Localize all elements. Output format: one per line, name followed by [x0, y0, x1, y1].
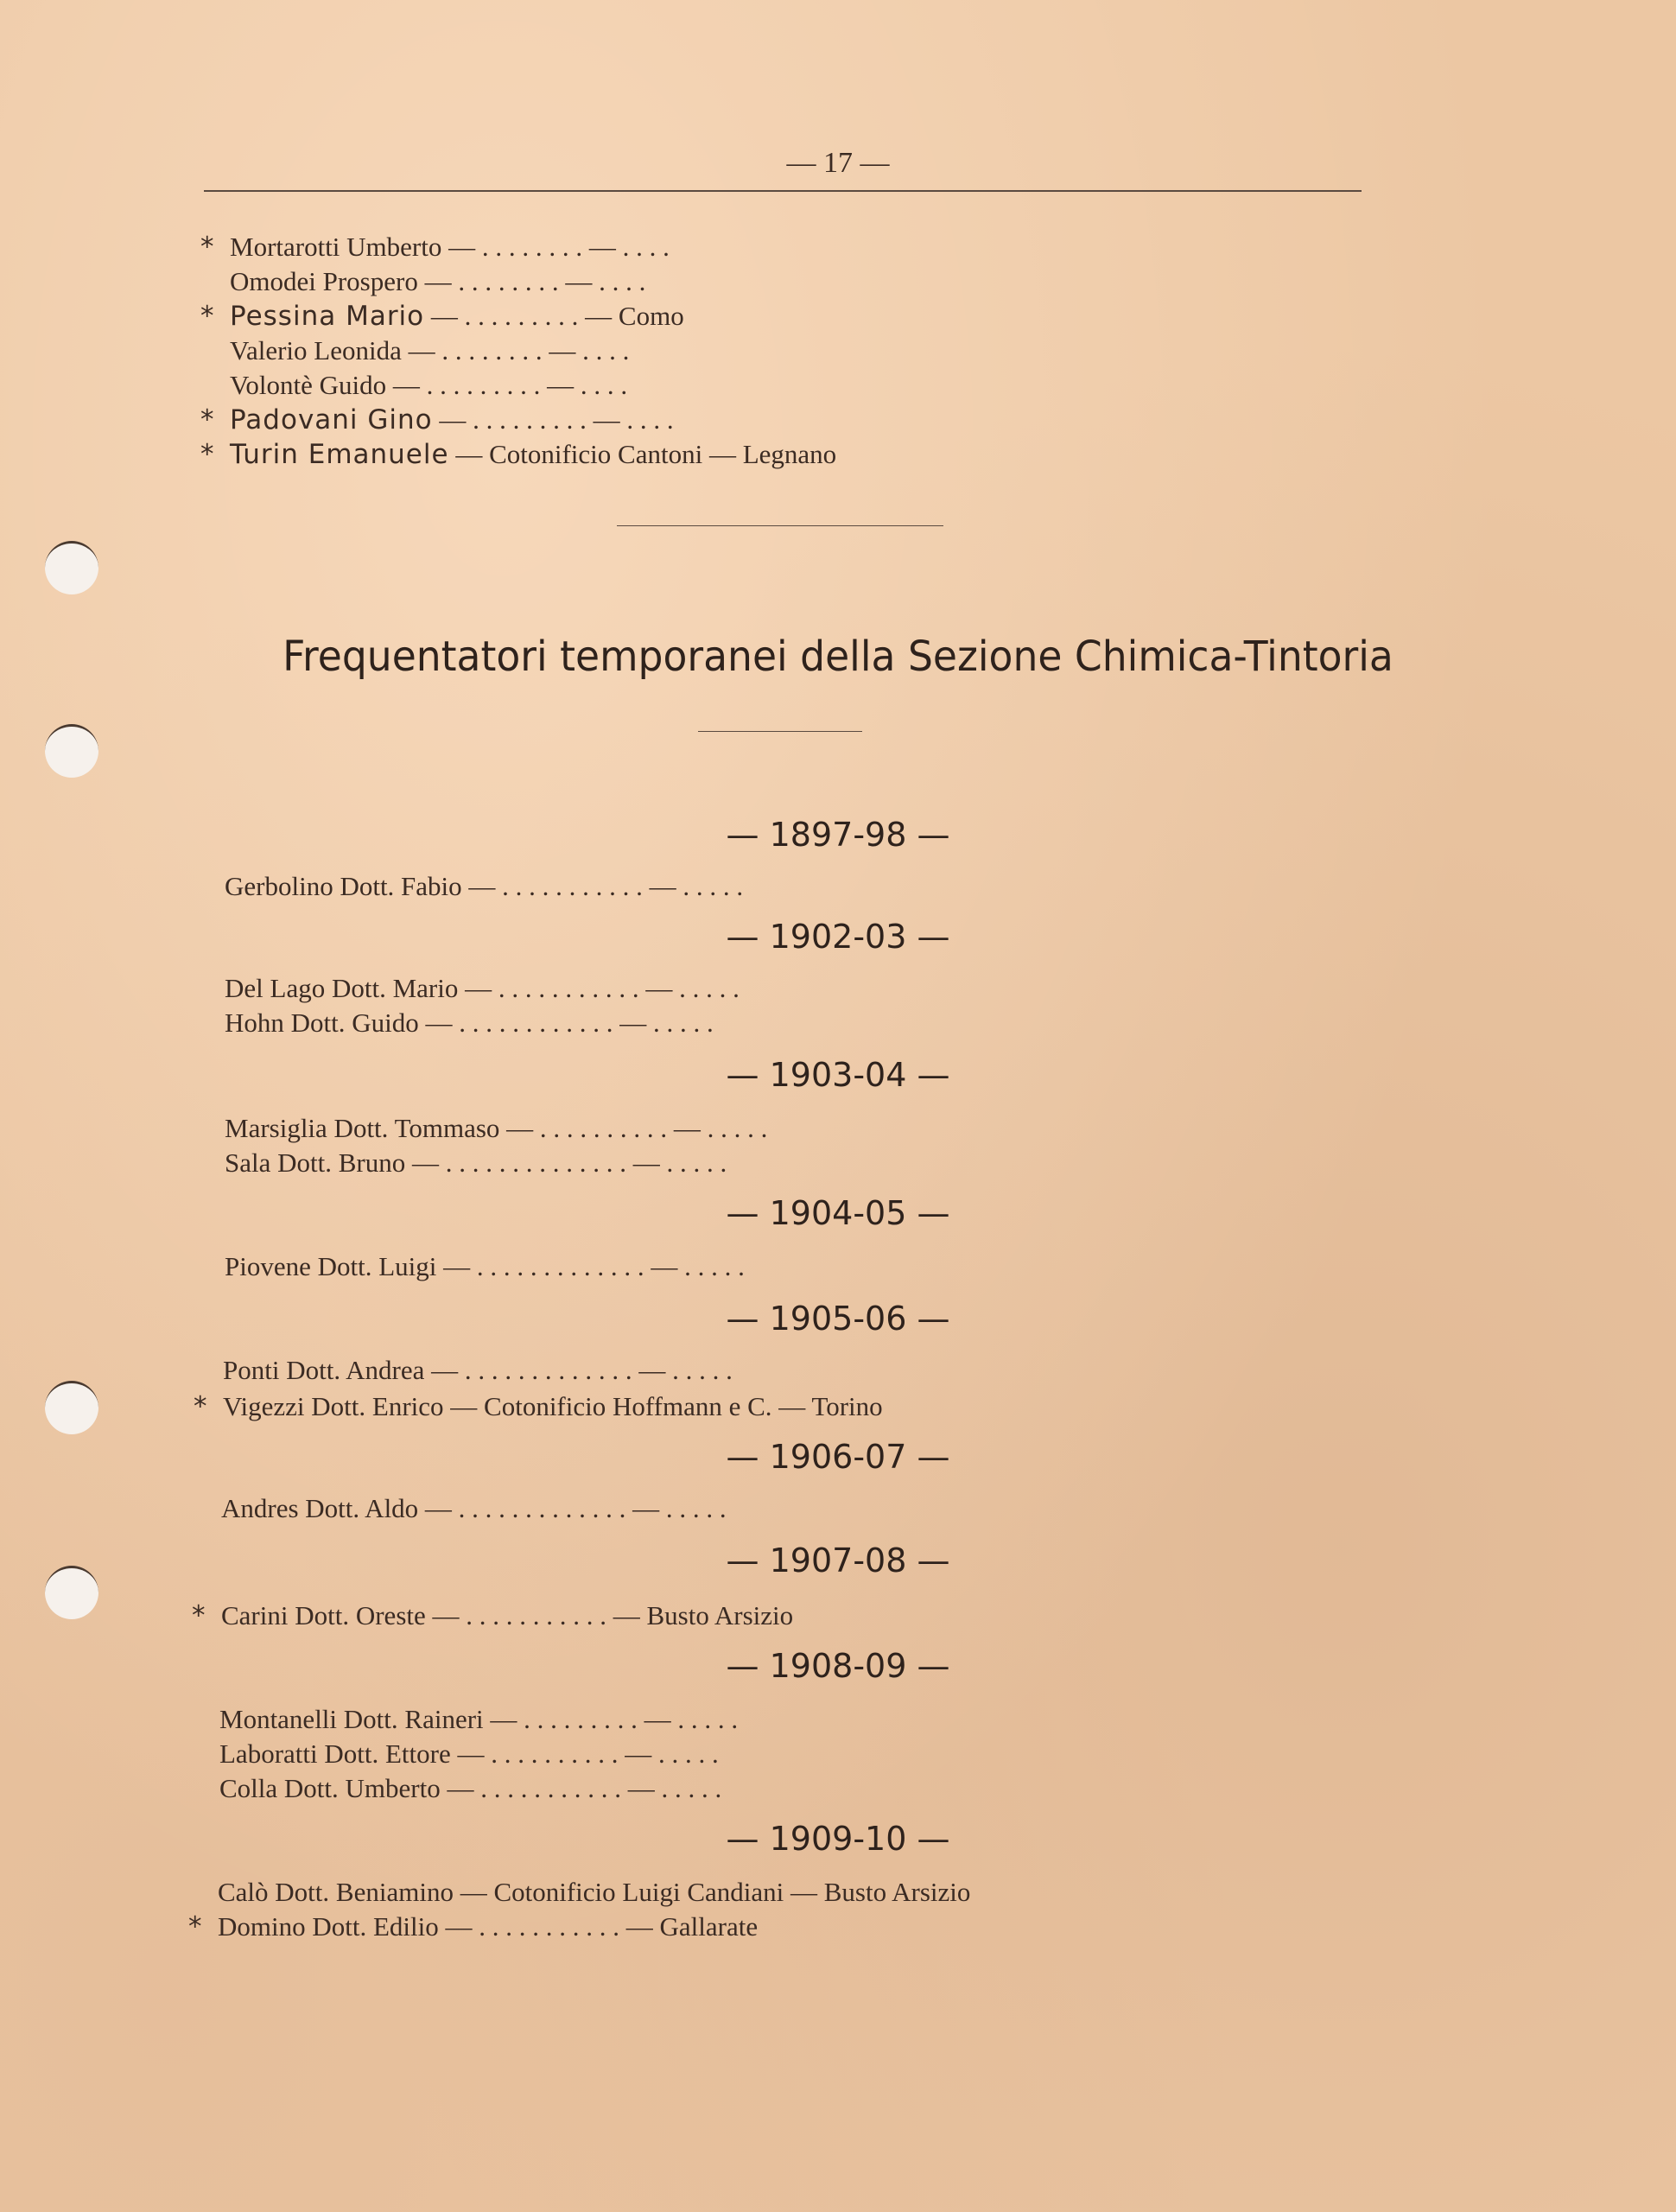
list-item	[230, 266, 645, 297]
list-item	[225, 973, 740, 1004]
list-item	[230, 335, 629, 366]
list-item	[225, 1147, 727, 1179]
entry-text: Ponti Dott. Andrea — . . . . . . . . . . . . . — . . . . .	[223, 1355, 733, 1385]
entry-text: Vigezzi Dott. Enrico — Cotonificio Hoffmann e C. — Torino	[223, 1391, 883, 1421]
year-label: — 1908-09 —	[726, 1647, 950, 1685]
asterisk-mark: *	[200, 232, 214, 263]
punch-hole	[45, 724, 98, 778]
entry-text: Domino Dott. Edilio — . . . . . . . . . . . — Gallarate	[218, 1911, 759, 1942]
entry-name: Omodei Prospero	[230, 266, 418, 296]
list-item	[200, 439, 837, 470]
heading-divider	[698, 731, 862, 732]
header-rule	[204, 190, 1362, 192]
year-label: — 1904-05 —	[726, 1194, 950, 1232]
year-label: — 1905-06 —	[726, 1300, 950, 1338]
entry-text: Hohn Dott. Guido — . . . . . . . . . . . . — . . . . .	[225, 1007, 714, 1038]
asterisk-mark: *	[200, 301, 214, 332]
entry-name: Turin Emanuele	[230, 439, 449, 470]
asterisk-mark: *	[200, 404, 214, 435]
entry-text: Calò Dott. Beniamino — Cotonificio Luigi Candiani — Busto Arsizio	[218, 1877, 971, 1907]
year-label: — 1903-04 —	[726, 1056, 950, 1094]
list-item	[192, 1600, 794, 1631]
year-label: — 1906-07 —	[726, 1438, 950, 1476]
list-item	[219, 1704, 738, 1735]
entry-text: Andres Dott. Aldo — . . . . . . . . . . . . . — . . . . .	[221, 1493, 727, 1523]
entry-text: Laboratti Dott. Ettore — . . . . . . . . . . — . . . . .	[219, 1738, 719, 1769]
punch-hole	[45, 541, 98, 594]
year-label: — 1909-10 —	[726, 1820, 950, 1858]
asterisk-mark: *	[188, 1911, 202, 1942]
entry-detail: — Cotonificio Cantoni — Legnano	[448, 439, 837, 469]
list-item	[194, 1391, 883, 1422]
list-item	[219, 1738, 719, 1770]
entry-detail: — . . . . . . . . — . . . .	[441, 232, 670, 262]
entry-text: Carini Dott. Oreste — . . . . . . . . . . . — Busto Arsizio	[221, 1600, 794, 1630]
entry-detail: — . . . . . . . . . — . . . .	[386, 370, 628, 400]
section-heading: Frequentatori temporanei della Sezione Chimica-Tintoria	[283, 632, 1393, 681]
list-item	[225, 1007, 714, 1039]
list-item	[219, 1773, 721, 1804]
asterisk-mark: *	[192, 1600, 206, 1631]
entry-name: Padovani Gino	[230, 404, 433, 435]
list-item	[221, 1493, 727, 1524]
asterisk-mark: *	[200, 439, 214, 470]
punch-hole	[45, 1381, 98, 1434]
entry-name: Mortarotti Umberto	[230, 232, 442, 262]
entry-text: Colla Dott. Umberto — . . . . . . . . . . . — . . . . .	[219, 1773, 722, 1803]
asterisk-mark: *	[194, 1391, 207, 1422]
list-item	[200, 404, 674, 435]
entry-name: Volontè Guido	[230, 370, 387, 400]
entry-detail: — . . . . . . . . . — . . . .	[432, 404, 674, 435]
list-item	[225, 871, 743, 902]
list-item	[225, 1113, 767, 1144]
list-item	[225, 1251, 745, 1282]
list-item	[200, 301, 684, 332]
entry-text: Marsiglia Dott. Tommaso — . . . . . . . . . . — . . . . .	[225, 1113, 768, 1143]
entry-name: Pessina Mario	[230, 301, 425, 332]
entry-text: Sala Dott. Bruno — . . . . . . . . . . . . . . — . . . . .	[225, 1147, 727, 1178]
list-item	[218, 1877, 970, 1908]
list-item	[188, 1911, 759, 1942]
list-item	[230, 370, 627, 401]
page-number: — 17 —	[786, 147, 890, 179]
list-item	[223, 1355, 733, 1386]
year-label: — 1907-08 —	[726, 1541, 950, 1580]
list-item	[200, 232, 670, 263]
year-label: — 1897-98 —	[726, 816, 950, 854]
year-label: — 1902-03 —	[726, 918, 950, 956]
entry-text: Del Lago Dott. Mario — . . . . . . . . . . . — . . . . .	[225, 973, 740, 1003]
entry-detail: — . . . . . . . . — . . . .	[401, 335, 630, 365]
entry-text: Montanelli Dott. Raineri — . . . . . . . . . — . . . . .	[219, 1704, 739, 1734]
entry-detail: — . . . . . . . . — . . . .	[417, 266, 646, 296]
entry-text: Gerbolino Dott. Fabio — . . . . . . . . . . . — . . . . .	[225, 871, 744, 901]
entry-text: Piovene Dott. Luigi — . . . . . . . . . . . . . — . . . . .	[225, 1251, 745, 1281]
entry-detail: — . . . . . . . . . — Como	[424, 301, 684, 331]
entry-name: Valerio Leonida	[230, 335, 402, 365]
section-divider	[617, 525, 943, 526]
